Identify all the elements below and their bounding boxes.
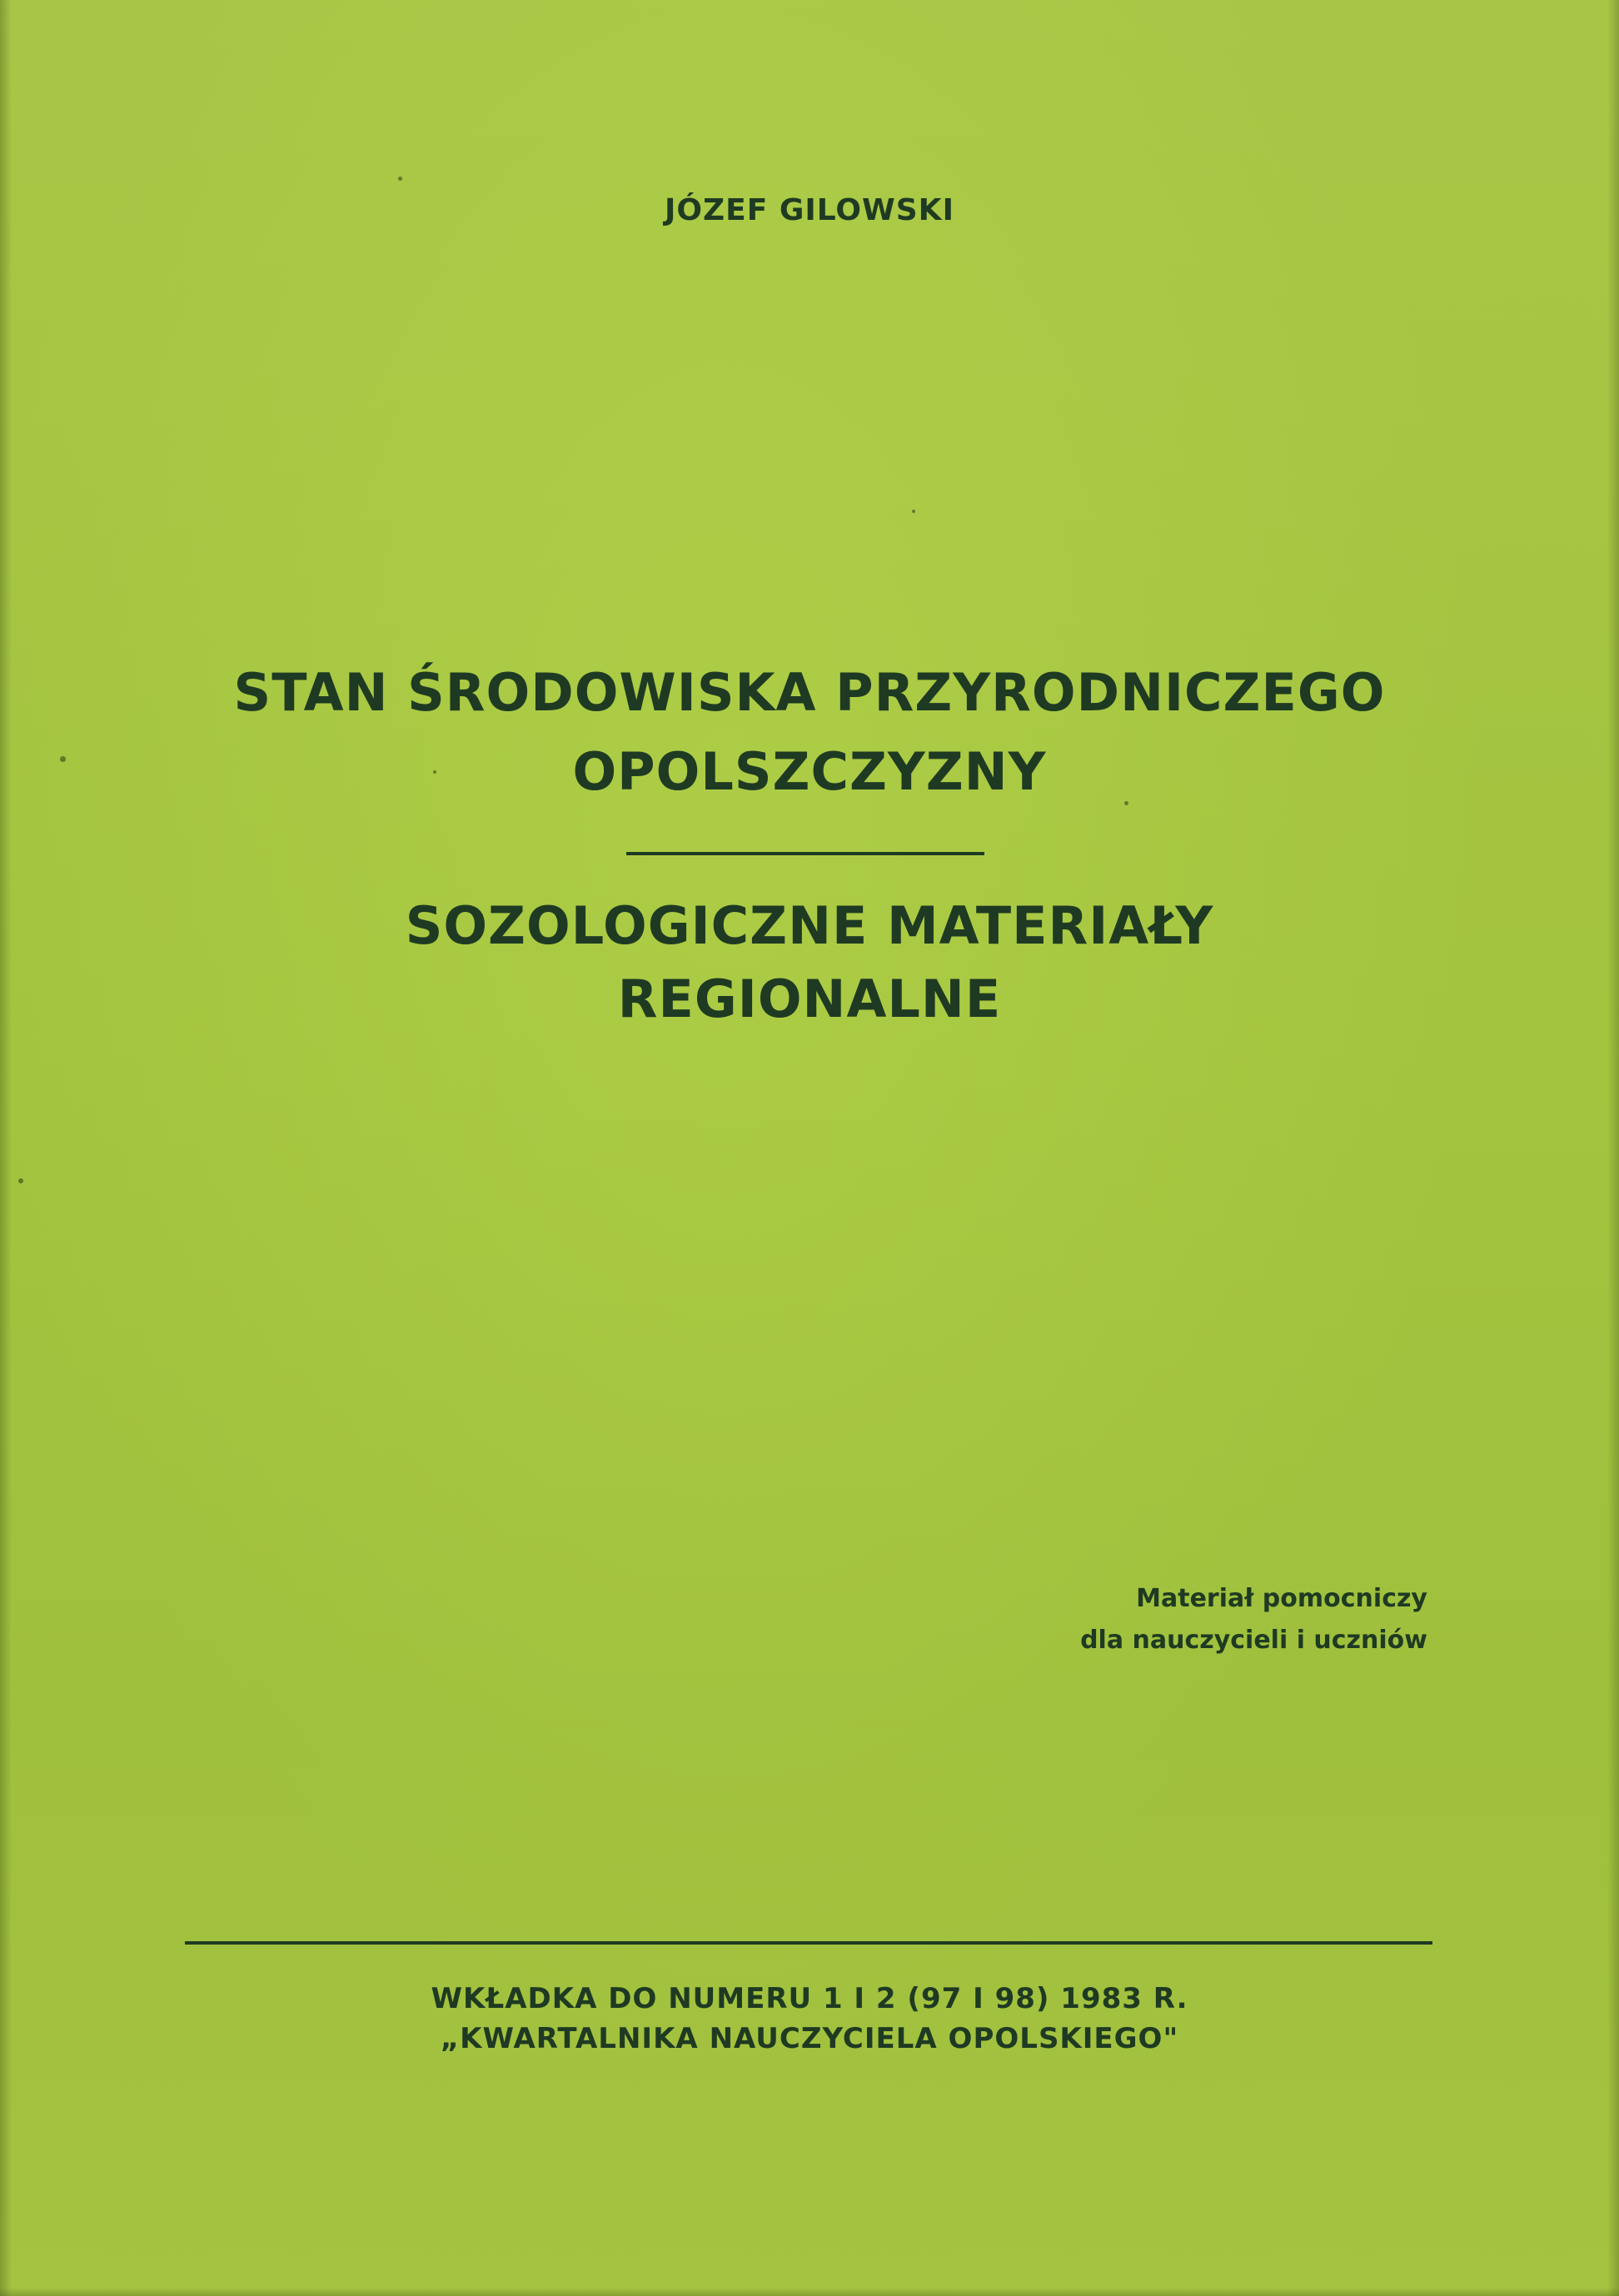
footer-line-1: WKŁADKA DO NUMERU 1 I 2 (97 I 98) 1983 R. — [431, 1982, 1188, 2015]
paper-speck — [912, 510, 915, 513]
paper-speck — [60, 756, 66, 762]
subtitle-line-1: SOZOLOGICZNE MATERIAŁY — [405, 895, 1214, 956]
paper-edge-right — [1607, 0, 1619, 2296]
paper-edge-bottom — [0, 2288, 1619, 2296]
subtitle-line-2: REGIONALNE — [617, 969, 1002, 1029]
audience-note-line-2: dla nauczycieli i uczniów — [1080, 1626, 1427, 1655]
paper-speck — [398, 177, 402, 181]
footer-line-2: „KWARTALNIKA NAUCZYCIELA OPOLSKIEGO" — [440, 2022, 1179, 2055]
footer-divider — [185, 1941, 1432, 1945]
paper-edge-left — [0, 0, 12, 2296]
author-name: JÓZEF GILOWSKI — [665, 193, 954, 227]
title-line-2: OPOLSZCZYZNY — [572, 741, 1047, 802]
paper-speck — [18, 1178, 23, 1183]
title-line-1: STAN ŚRODOWISKA PRZYRODNICZEGO — [233, 662, 1386, 723]
audience-note-line-1: Materiał pomocniczy — [1136, 1584, 1427, 1613]
title-divider — [626, 852, 984, 855]
